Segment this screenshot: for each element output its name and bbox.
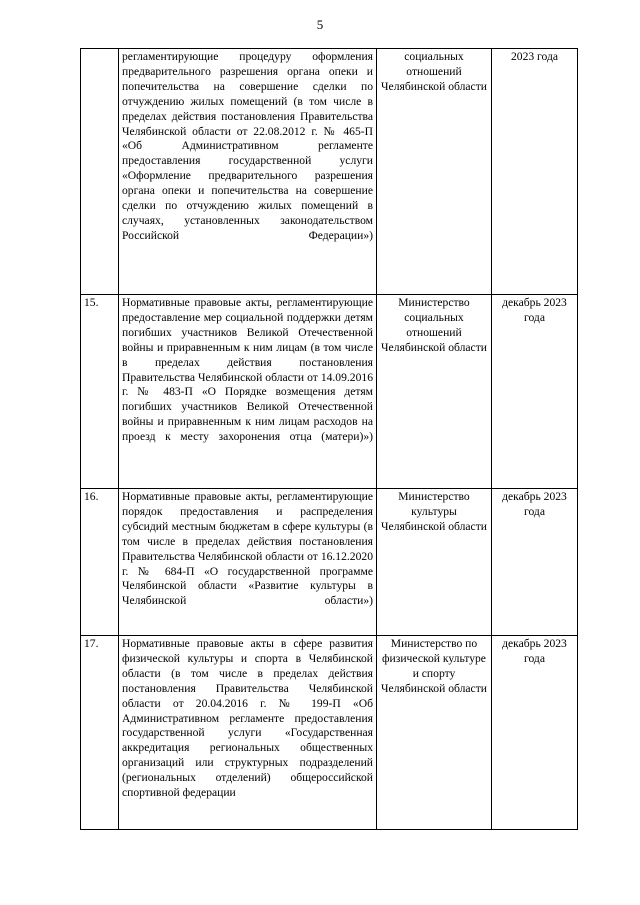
table-row (81, 49, 578, 295)
row-number: 16. (84, 490, 99, 503)
row-number-cell (81, 489, 119, 636)
row-number-cell (81, 295, 119, 489)
row-number-cell (81, 636, 119, 830)
row-description: регламентирующие процедуру оформления предварительного разрешения органа опеки и попечительства на совершение сделки по отчуждению жилых помещений (в том числе в пределах действия постановления Правительства Челябинской области от 22.08.2012 г. № 465-П «Об Административном регламенте предоставления государственной услуги «Оформление предварительного разрешения органа опеки и попечительства на совершение сделки по отчуждению жилых помещений в случаях, установленных законодательством Российской Федерации») (122, 50, 373, 242)
deadline-cell (492, 489, 578, 636)
responsible-cell (377, 49, 492, 295)
description-cell (119, 489, 377, 636)
table-row (81, 489, 578, 636)
row-responsible: социальных отношений Челябинской области (381, 50, 487, 93)
row-responsible: Министерство культуры Челябинской области (381, 490, 487, 533)
row-description: Нормативные правовые акты, регламентирующие порядок предоставления и распределения субсидий местным бюджетам в сфере культуры (в том числе в пределах действия постановления Правительства Челябинской области от 16.12.2020 г. № 684-П «О государственной программе Челябинской области «Развитие культуры в Челябинской области») (122, 490, 373, 608)
row-deadline: декабрь 2023 года (502, 637, 567, 665)
description-cell (119, 636, 377, 830)
row-description: Нормативные правовые акты в сфере развития физической культуры и спорта в Челябинской области (в том числе в пределах действия постановления Правительства Челябинской области от 20.04.2016 г. № 199-П «Об Административном регламенте предоставления государственной услуги «Государственная аккредитация региональных общественных организаций или структурных подразделений (региональных отделений) общероссийской спортивной федерации (122, 637, 373, 800)
table-row (81, 295, 578, 489)
responsible-cell (377, 636, 492, 830)
row-responsible: Министерство социальных отношений Челябинской области (381, 296, 487, 354)
page-number: 5 (316, 17, 324, 32)
row-responsible: Министерство по физической культуре и спорту Челябинской области (381, 637, 487, 695)
deadline-cell (492, 295, 578, 489)
deadline-cell (492, 636, 578, 830)
row-deadline: 2023 года (510, 50, 559, 63)
responsible-cell (377, 489, 492, 636)
responsible-cell (377, 295, 492, 489)
description-cell (119, 49, 377, 295)
row-number: 17. (84, 637, 99, 650)
table-row (81, 636, 578, 830)
row-number: 15. (84, 296, 99, 309)
deadline-cell (492, 49, 578, 295)
row-description: Нормативные правовые акты, регламентирующие предоставление мер социальной поддержки детям погибших участников Великой Отечественной войны и приравненным к ним лицам (в том числе в пределах действия постановления Правительства Челябинской области от 14.09.2016 г. № 483-П «О Порядке возмещения детям погибших участников Великой Отечественной войны и приравненным к ним лицам расходов на проезд к месту захоронения отца (матери)») (122, 296, 373, 444)
row-number-cell (81, 49, 119, 295)
measures-table (80, 48, 578, 830)
description-cell (119, 295, 377, 489)
row-deadline: декабрь 2023 года (502, 490, 567, 518)
row-deadline: декабрь 2023 года (502, 296, 567, 324)
